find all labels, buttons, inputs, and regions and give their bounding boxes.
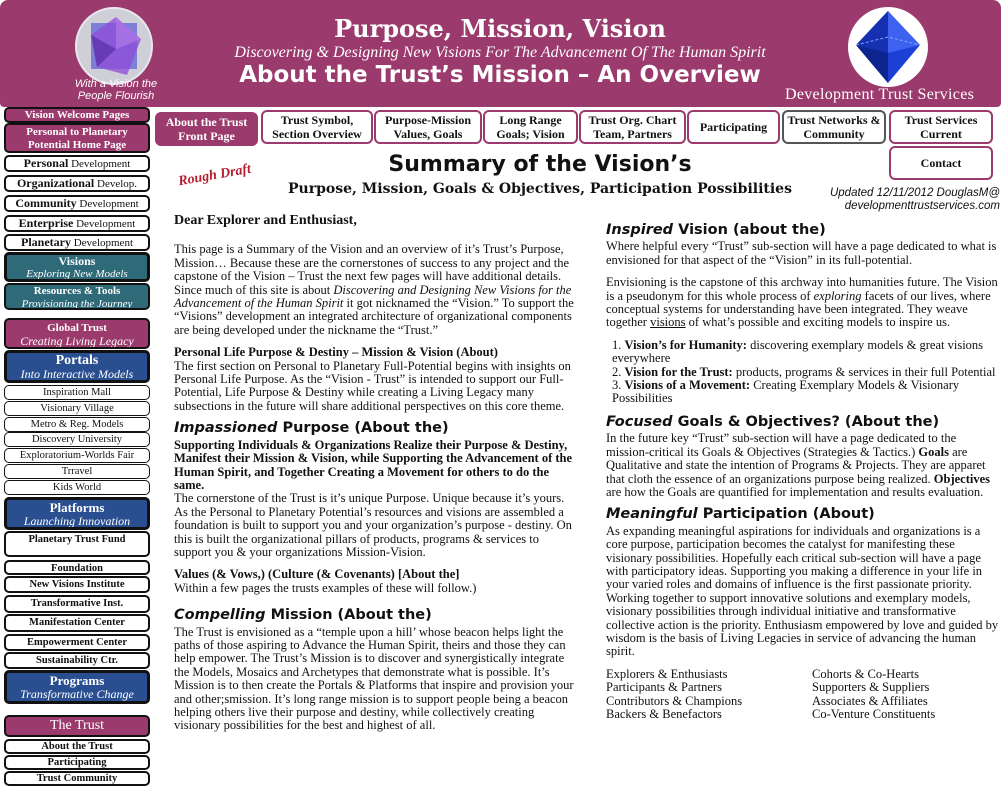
- tab-trust-org-chart[interactable]: Trust Org. Chart Team, Partners: [579, 110, 686, 144]
- sidebar-item-enterprise-development[interactable]: Enterprise Development: [4, 215, 150, 232]
- sidebar-visions[interactable]: Visions Exploring New Models: [4, 252, 150, 282]
- purpose-heading[interactable]: Impassioned Purpose (About the): [174, 420, 449, 437]
- list-item: 1. Vision’s for Humanity: discovering exemplary models & great visions everywhere: [612, 337, 984, 366]
- summary-title: Summary of the Vision’s: [388, 152, 692, 177]
- tagline: With a Vision the People Flourish: [74, 78, 158, 102]
- sidebar-programs[interactable]: Programs Transformative Change: [4, 670, 150, 704]
- participation-heading[interactable]: Meaningful Participation (About): [606, 506, 875, 523]
- tab-participating[interactable]: Participating: [687, 110, 780, 144]
- sidebar-resources-tools[interactable]: Resources & Tools Provisioning the Journey: [4, 283, 150, 310]
- participation-text: As expanding meaningful aspirations for individuals and organizations is a core purpose, participation becomes the catalyst for manifesting these visionary possibilities. Hopefully each critical sub-section will have a page with participatory ideas. Supporting you making a difference in your life in your varied roles and domains of influence is the first passionate priority. Working together to support innovative solutions and exemplary models, visionary possibilities through individual initiative and transformative collective action is the priority. Enthusiasm empowered by love and guided by wisdom is the basis of Living Legacies in service of advancing the human spirit.: [606, 523, 999, 659]
- sidebar-item-foundation[interactable]: Foundation: [4, 560, 150, 575]
- sidebar-item-planetary-trust-fund[interactable]: Planetary Trust Fund: [4, 531, 150, 557]
- greeting: Dear Explorer and Enthusiast,: [174, 213, 357, 228]
- sidebar-portals[interactable]: Portals Into Interactive Models: [4, 350, 150, 383]
- sidebar-item-manifestation-center[interactable]: Manifestation Center: [4, 614, 150, 632]
- sidebar-item-new-visions-institute[interactable]: New Visions Institute: [4, 576, 150, 593]
- personal-life-purpose-heading[interactable]: Personal Life Purpose & Destiny – Mission & Vision (About): [174, 345, 498, 360]
- sidebar-item-participating[interactable]: Participating: [4, 755, 150, 770]
- vision-text-2: Envisioning is the capstone of this archway into humanities future. The Vision is a pseudonym for this whole process of exploring facets of our lives, where conceptual systems for understanding have been integrated. They weave together visions of what’s possible and exciting models to inspire us.: [606, 275, 998, 330]
- left-column: [174, 214, 579, 742]
- sidebar-item-visionary-village[interactable]: Visionary Village: [4, 401, 150, 416]
- mission-heading[interactable]: Compelling Mission (About the): [174, 607, 432, 624]
- list-item: 3. Visions of a Movement: Creating Exemplary Models & Visionary Possibilities: [612, 378, 960, 406]
- rough-draft-stamp: Rough Draft: [177, 161, 253, 190]
- sidebar-the-trust[interactable]: The Trust: [4, 715, 150, 737]
- vision-text-1: Where helpful every “Trust” sub-section will have a page dedicated to what is envisioned for that aspect of the “Vision” in its full-potential.: [606, 239, 997, 267]
- sidebar-item-exploratorium[interactable]: Exploratorium-Worlds Fair: [4, 448, 150, 463]
- tab-trust-symbol[interactable]: Trust Symbol, Section Overview: [261, 110, 373, 144]
- purpose-text: The cornerstone of the Trust is it’s unique Purpose. Unique because it’s yours. As the Personal to Planetary Potential’s resources and visions are assembled a foundation is built to support you and your organization’s purpose - destiny. On this is built the organizational pillars of products, programs & services to support you & your organizations Mission-Vision.: [174, 491, 572, 559]
- sidebar-item-community-development[interactable]: Community Development: [4, 195, 150, 212]
- personal-life-purpose-text: The first section on Personal to Planetary Full-Potential begins with insights on Personal Life Purpose. As the “Vision - Trust” is intended to support our Full-Potential, Life Purpose & Destiny while creating a Living Legacy many subsections in the future will share additional perspectives on this core theme.: [174, 358, 571, 413]
- intro-paragraph: This page is a Summary of the Vision and an overview of it’s Trust’s Purpose, Mission… Because these are the cornerstones of success to any project and the capstone of the Vision – Trust the next few pages will have additional details. Since much of this site is about Discovering and Designing New Visions for the Advancement of the Human Spirit it got nicknamed the “Vision.” To support the “Visions” development an integrated architecture of organizational components are being developed under the nickname the “Trust.”: [174, 242, 574, 337]
- right-column: [606, 224, 1000, 721]
- update-note: Updated 12/11/2012 DouglasM@ developmenttrustservices.com: [829, 187, 1000, 212]
- purpose-statement: Supporting Individuals & Organizations Realize their Purpose & Destiny, Manifest their Mission & Vision, while Supporting the Advancement of the Human Spirit, and Together Creating a Movement for others to do the same.: [174, 437, 573, 492]
- sidebar-item-organizational-development[interactable]: Organizational Develop.: [4, 175, 150, 192]
- sidebar-item-empowerment-center[interactable]: Empowerment Center: [4, 634, 150, 651]
- sidebar-item-personal-development[interactable]: Personal Development: [4, 155, 150, 172]
- list-item: 2. Vision for the Trust: products, programs & services in their full Potential: [612, 364, 996, 379]
- sidebar-item-sustainability-ctr[interactable]: Sustainability Ctr.: [4, 652, 150, 669]
- goals-text: In the future key “Trust” sub-section will have a page dedicated to the mission-critical its Goals & Objectives (Strategies & Tactics.) Goals are Qualitative and state the intention of Programs & Projects. They are apparet that cloth the essence of an organizations purpose being realized. Objectives are how the Goals are quantified for implementation and results evaluation.: [606, 431, 991, 499]
- brand-name: Development Trust Services: [785, 86, 975, 103]
- mission-text: The Trust is envisioned as a “temple upon a hill’ whose beacon helps light the paths of those aspiring to Advance the Human Spirit, theirs and those they can help empower. The Trust’s Mission is to discover and synergistically integrate the Models, Mosaics and Archetypes that demonstrate what is possible. It’s Mission is to then create the Portals & Platforms that inspire and provision your and other;smission. It’s long range mission is to support people being a beacon helping others live their purpose and destiny, while collectively creating visionary possibilities for the best and highest of all.: [174, 624, 574, 733]
- sidebar-item-kids-world[interactable]: Kids World: [4, 480, 150, 495]
- roles-list: [606, 668, 1000, 722]
- tab-purpose-mission[interactable]: Purpose-Mission Values, Goals: [374, 110, 482, 144]
- tab-contact[interactable]: Contact: [889, 146, 993, 180]
- values-heading[interactable]: Values (& Vows,) (Culture (& Covenants) [About the]: [174, 567, 460, 582]
- page-heading: About the Trust’s Mission – An Overview: [239, 62, 761, 88]
- page-subtitle: Discovering & Designing New Visions For The Advancement Of The Human Spirit: [234, 44, 766, 61]
- sidebar-item-travel[interactable]: Trravel: [4, 464, 150, 479]
- roles-left: Explorers & Enthusiasts Participants & Partners Contributors & Champions Backers & Benefactors: [606, 666, 743, 721]
- sidebar-item-planetary-development[interactable]: Planetary Development: [4, 234, 150, 251]
- sidebar-item-trust-community[interactable]: Trust Community: [4, 771, 150, 786]
- goals-heading[interactable]: Focused Goals & Objectives? (About the): [606, 413, 940, 430]
- purple-cube-logo-icon: [75, 7, 153, 85]
- tab-trust-services[interactable]: Trust Services Current: [889, 110, 993, 144]
- sidebar-platforms[interactable]: Platforms Launching Innovation: [4, 497, 150, 530]
- sidebar-item-about-the-trust[interactable]: About the Trust: [4, 739, 150, 754]
- sidebar-personal-to-planetary[interactable]: Personal to Planetary Potential Home Page: [4, 123, 150, 153]
- summary-subtitle: Purpose, Mission, Goals & Objectives, Participation Possibilities: [288, 181, 792, 197]
- values-text: Within a few pages the trusts examples of these will follow.): [174, 580, 477, 595]
- sidebar-global-trust[interactable]: Global Trust Creating Living Legacy: [4, 318, 150, 349]
- header-banner: [0, 0, 1001, 107]
- sidebar-item-metro-models[interactable]: Metro & Reg. Models: [4, 417, 150, 432]
- blue-octahedron-logo-icon: [848, 7, 928, 87]
- sidebar-item-discovery-university[interactable]: Discovery University: [4, 432, 150, 447]
- page-title: Purpose, Mission, Vision: [334, 14, 666, 43]
- tab-long-range-goals[interactable]: Long Range Goals; Vision: [483, 110, 578, 144]
- vision-heading[interactable]: Inspired Vision (about the): [606, 222, 826, 238]
- sidebar-item-inspiration-mall[interactable]: Inspiration Mall: [4, 385, 150, 400]
- roles-right: Cohorts & Co-Hearts Supporters & Suppliers Associates & Affiliates Co-Venture Constituents: [812, 666, 936, 721]
- sidebar-item-transformative-inst[interactable]: Transformative Inst.: [4, 595, 150, 613]
- tab-about-trust-front-page[interactable]: About the Trust Front Page: [155, 112, 258, 146]
- tab-trust-networks[interactable]: Trust Networks & Community: [782, 110, 886, 144]
- vision-list: [606, 339, 1000, 406]
- sidebar-welcome-pages[interactable]: Vision Welcome Pages: [4, 107, 150, 123]
